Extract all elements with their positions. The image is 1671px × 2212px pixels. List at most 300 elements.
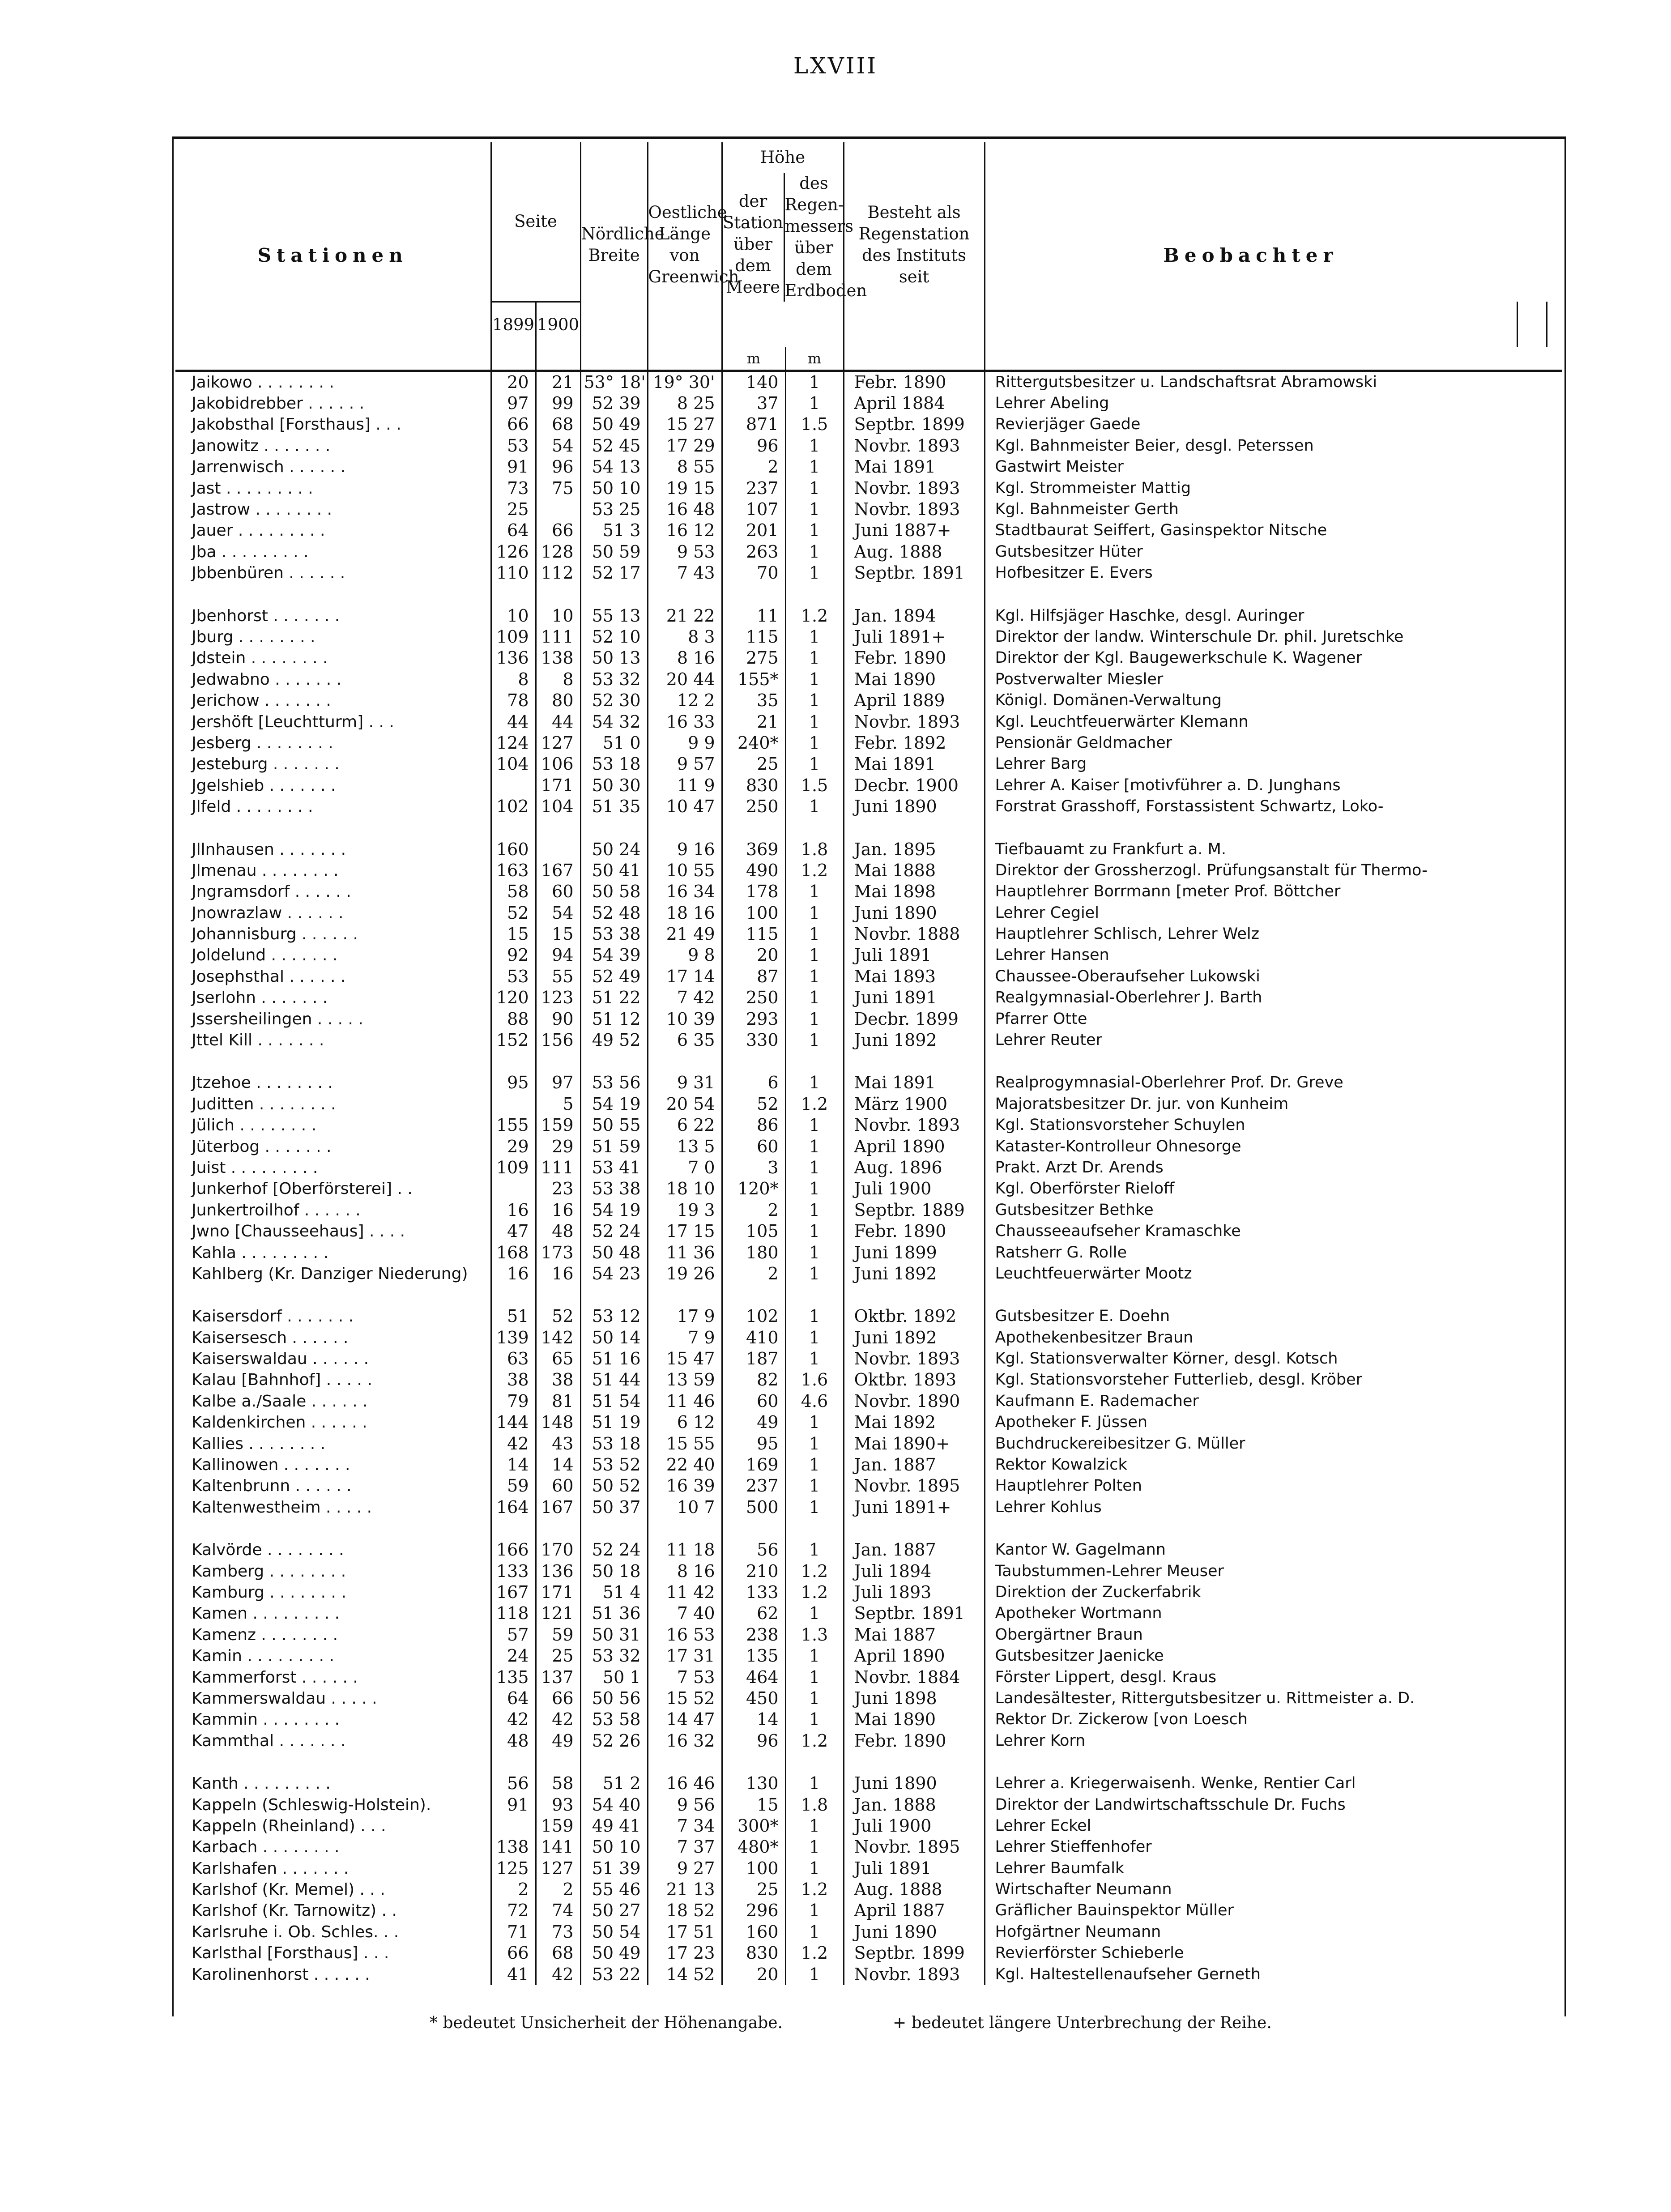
table-row	[175, 924, 1562, 945]
beobachter: Königl. Domänen-Verwaltung	[985, 690, 1517, 711]
station-name: Jserlohn . . . . . . .	[192, 989, 328, 1007]
hoehe-station: 25	[722, 754, 785, 775]
hoehe-station: 15	[722, 1794, 785, 1815]
laenge: 14 47	[648, 1709, 722, 1730]
table-row	[175, 1709, 1562, 1730]
besteht-seit: Juni 1898	[844, 1688, 985, 1709]
seite-1900: 142	[536, 1327, 580, 1348]
besteht-seit: Juli 1893	[844, 1582, 985, 1603]
table-row	[175, 499, 1562, 520]
laenge: 18 10	[648, 1178, 722, 1199]
hoehe-station: 250	[722, 796, 785, 817]
laenge: 18 52	[648, 1900, 722, 1921]
breite: 50 52	[580, 1475, 648, 1496]
seite-1900: 159	[536, 1816, 580, 1837]
beobachter: Kgl. Bahnmeister Beier, desgl. Peterssen	[985, 435, 1517, 456]
seite-1899: 29	[491, 1136, 536, 1157]
beobachter: Kgl. Stationsvorsteher Schuylen	[985, 1115, 1517, 1136]
hoehe-station: 201	[722, 520, 785, 541]
breite: 52 24	[580, 1221, 648, 1242]
beobachter: Lehrer Baumfalk	[985, 1858, 1517, 1879]
hoehe-regenmesser: 1	[785, 966, 844, 987]
seite-1899: 144	[491, 1412, 536, 1433]
seite-1900: 68	[536, 414, 580, 435]
besteht-seit: Aug. 1896	[844, 1157, 985, 1178]
table-row	[175, 541, 1562, 563]
laenge: 10 7	[648, 1497, 722, 1518]
hoehe-station: 240*	[722, 733, 785, 754]
hoehe-station: 70	[722, 563, 785, 584]
besteht-seit: Juli 1900	[844, 1178, 985, 1199]
besteht-seit: Novbr. 1890	[844, 1391, 985, 1412]
besteht-seit: April 1887	[844, 1900, 985, 1921]
station-name: Karlsruhe i. Ob. Schles. . .	[192, 1922, 399, 1941]
hoehe-station: 20	[722, 1964, 785, 1985]
hoehe-regenmesser: 1	[785, 711, 844, 732]
beobachter: Forstrat Grasshoff, Forstassistent Schwartz, Loko-	[985, 796, 1517, 817]
seite-1899: 15	[491, 924, 536, 945]
hoehe-regenmesser: 1.6	[785, 1369, 844, 1390]
laenge: 17 51	[648, 1922, 722, 1943]
laenge: 9 53	[648, 541, 722, 563]
seite-1900: 73	[536, 1922, 580, 1943]
beobachter: Tiefbauamt zu Frankfurt a. M.	[985, 839, 1517, 860]
beobachter: Direktor der landw. Winterschule Dr. phil. Juretschke	[985, 627, 1517, 648]
seite-1900: 93	[536, 1794, 580, 1815]
station-name: Jershöft [Leuchtturm] . . .	[192, 712, 394, 731]
seite-1900: 60	[536, 881, 580, 902]
seite-1899: 14	[491, 1454, 536, 1475]
laenge: 9 16	[648, 839, 722, 860]
hoehe-station: 275	[722, 648, 785, 669]
breite: 51 4	[580, 1582, 648, 1603]
station-name: Jauer . . . . . . . . .	[192, 521, 325, 540]
hoehe-station: 160	[722, 1922, 785, 1943]
laenge: 21 22	[648, 605, 722, 626]
besteht-seit: Jan. 1888	[844, 1794, 985, 1815]
station-name: Kaisersesch . . . . . .	[192, 1328, 349, 1347]
beobachter: Leuchtfeuerwärter Mootz	[985, 1263, 1517, 1284]
seite-1900: 74	[536, 1900, 580, 1921]
besteht-seit: Febr. 1892	[844, 733, 985, 754]
table-row	[175, 393, 1562, 414]
hoehe-station: 480*	[722, 1837, 785, 1858]
seite-1900: 58	[536, 1773, 580, 1794]
hoehe-regenmesser: 1	[785, 1263, 844, 1284]
hoehe-regenmesser: 1	[785, 1327, 844, 1348]
breite: 51 16	[580, 1348, 648, 1369]
station-name: Kaltenbrunn . . . . . .	[192, 1477, 352, 1496]
laenge: 11 18	[648, 1539, 722, 1560]
beobachter: Pfarrer Otte	[985, 1008, 1517, 1029]
breite: 51 39	[580, 1858, 648, 1879]
table-row	[175, 775, 1562, 796]
beobachter: Direktor der Grossherzogl. Prüfungsanstalt für Thermo-	[985, 860, 1517, 881]
group-gap	[175, 1284, 1562, 1306]
seite-1899: 125	[491, 1858, 536, 1879]
hoehe-regenmesser: 1.2	[785, 605, 844, 626]
hoehe-station: 86	[722, 1115, 785, 1136]
seite-1900	[536, 839, 580, 860]
table-row	[175, 1242, 1562, 1263]
seite-1900: 94	[536, 945, 580, 966]
besteht-seit: Novbr. 1893	[844, 1964, 985, 1985]
breite: 51 35	[580, 796, 648, 817]
breite: 50 18	[580, 1560, 648, 1581]
breite: 51 2	[580, 1773, 648, 1794]
station-name: Jarrenwisch . . . . . .	[192, 458, 345, 477]
hoehe-station: 450	[722, 1688, 785, 1709]
table-row	[175, 987, 1562, 1008]
hoehe-regenmesser: 1.8	[785, 1794, 844, 1815]
table-row	[175, 563, 1562, 584]
station-name: Kamburg . . . . . . . .	[192, 1583, 346, 1602]
seite-1899: 91	[491, 1794, 536, 1815]
besteht-seit: Mai 1891	[844, 754, 985, 775]
table-row	[175, 1475, 1562, 1496]
seite-1900: 10	[536, 605, 580, 626]
table-row	[175, 1794, 1562, 1815]
hoehe-regenmesser: 1	[785, 456, 844, 477]
table-row	[175, 1730, 1562, 1752]
seite-1900: 29	[536, 1136, 580, 1157]
laenge: 16 48	[648, 499, 722, 520]
laenge: 11 42	[648, 1582, 722, 1603]
breite: 52 39	[580, 393, 648, 414]
beobachter: Prakt. Arzt Dr. Arends	[985, 1157, 1517, 1178]
seite-1899: 109	[491, 627, 536, 648]
seite-1899: 152	[491, 1030, 536, 1051]
seite-1900: 15	[536, 924, 580, 945]
laenge: 19° 30'	[648, 371, 722, 393]
breite: 50 56	[580, 1688, 648, 1709]
station-name: Jbenhorst . . . . . . .	[192, 606, 340, 625]
beobachter: Kgl. Haltestellenaufseher Gerneth	[985, 1964, 1517, 1985]
table-row	[175, 1837, 1562, 1858]
laenge: 14 52	[648, 1964, 722, 1985]
beobachter: Lehrer Abeling	[985, 393, 1517, 414]
seite-1900: 2	[536, 1879, 580, 1900]
beobachter: Ratsherr G. Rolle	[985, 1242, 1517, 1263]
seite-1899: 72	[491, 1900, 536, 1921]
breite: 52 24	[580, 1539, 648, 1560]
station-name: Jerichow . . . . . . .	[192, 691, 331, 710]
hoehe-regenmesser: 1.5	[785, 414, 844, 435]
seite-1899: 88	[491, 1008, 536, 1029]
besteht-seit: Juni 1891+	[844, 1497, 985, 1518]
station-name: Junkerhof [Oberförsterei] . .	[192, 1180, 413, 1198]
station-name: Jdstein . . . . . . . .	[192, 649, 328, 668]
beobachter: Realgymnasial-Oberlehrer J. Barth	[985, 987, 1517, 1008]
seite-1900: 42	[536, 1709, 580, 1730]
laenge: 10 55	[648, 860, 722, 881]
hoehe-regenmesser: 1	[785, 987, 844, 1008]
table-row	[175, 945, 1562, 966]
footnote-plus: + bedeutet längere Unterbrechung der Reihe.	[893, 2014, 1272, 2032]
hoehe-station: 52	[722, 1094, 785, 1115]
hoehe-station: 96	[722, 435, 785, 456]
seite-1899: 97	[491, 393, 536, 414]
hoehe-regenmesser: 1	[785, 1008, 844, 1029]
hoehe-regenmesser: 1	[785, 1306, 844, 1327]
beobachter: Realprogymnasial-Oberlehrer Prof. Dr. Greve	[985, 1072, 1517, 1093]
besteht-seit: Novbr. 1893	[844, 477, 985, 499]
laenge: 9 27	[648, 1858, 722, 1879]
breite: 52 49	[580, 966, 648, 987]
seite-1899: 24	[491, 1645, 536, 1666]
seite-1899: 135	[491, 1666, 536, 1688]
station-name: Kaiserswaldau . . . . . .	[192, 1350, 369, 1368]
hoehe-station: 60	[722, 1136, 785, 1157]
besteht-seit: Novbr. 1893	[844, 1115, 985, 1136]
breite: 51 19	[580, 1412, 648, 1433]
breite: 52 17	[580, 563, 648, 584]
table-row	[175, 371, 1562, 393]
table-row	[175, 1136, 1562, 1157]
laenge: 22 40	[648, 1454, 722, 1475]
header-besteht: Besteht als Regenstation des Instituts seit	[844, 142, 985, 347]
hoehe-regenmesser: 1	[785, 1072, 844, 1093]
table-row	[175, 605, 1562, 626]
hoehe-station: 20	[722, 945, 785, 966]
seite-1899: 64	[491, 1688, 536, 1709]
hoehe-station: 250	[722, 987, 785, 1008]
hoehe-regenmesser: 1	[785, 435, 844, 456]
seite-1899: 41	[491, 1964, 536, 1985]
hoehe-station: 2	[722, 456, 785, 477]
hoehe-regenmesser: 1	[785, 1115, 844, 1136]
breite: 51 54	[580, 1391, 648, 1412]
hoehe-station: 187	[722, 1348, 785, 1369]
seite-1899: 126	[491, 541, 536, 563]
seite-1899: 48	[491, 1730, 536, 1752]
station-name: Kaisersdorf . . . . . . .	[192, 1307, 354, 1326]
laenge: 11 46	[648, 1391, 722, 1412]
table-row	[175, 1115, 1562, 1136]
seite-1900: 112	[536, 563, 580, 584]
beobachter: Chaussee-Oberaufseher Lukowski	[985, 966, 1517, 987]
station-name: Jssersheilingen . . . . .	[192, 1010, 363, 1028]
besteht-seit: Juni 1890	[844, 1773, 985, 1794]
seite-1899: 10	[491, 605, 536, 626]
seite-1899: 8	[491, 669, 536, 690]
seite-1899: 64	[491, 520, 536, 541]
besteht-seit: Decbr. 1899	[844, 1008, 985, 1029]
beobachter: Apothekenbesitzer Braun	[985, 1327, 1517, 1348]
hoehe-station: 871	[722, 414, 785, 435]
seite-1900: 5	[536, 1094, 580, 1115]
besteht-seit: Novbr. 1893	[844, 1348, 985, 1369]
seite-1900: 42	[536, 1964, 580, 1985]
hoehe-regenmesser: 1	[785, 1858, 844, 1879]
hoehe-regenmesser: 1.2	[785, 1094, 844, 1115]
seite-1899: 79	[491, 1391, 536, 1412]
hoehe-regenmesser: 1	[785, 563, 844, 584]
laenge: 6 12	[648, 1412, 722, 1433]
station-name: Kallies . . . . . . . .	[192, 1434, 326, 1453]
breite: 50 10	[580, 1837, 648, 1858]
besteht-seit: Septbr. 1891	[844, 1603, 985, 1624]
seite-1900: 106	[536, 754, 580, 775]
laenge: 13 5	[648, 1136, 722, 1157]
seite-1899: 118	[491, 1603, 536, 1624]
table-row	[175, 435, 1562, 456]
header-hoehe-label: Höhe	[760, 148, 806, 167]
seite-1900: 60	[536, 1475, 580, 1496]
table-row	[175, 627, 1562, 648]
station-name: Jtzehoe . . . . . . . .	[192, 1074, 333, 1092]
seite-1899	[491, 775, 536, 796]
seite-1900: 25	[536, 1645, 580, 1666]
group-gap	[175, 1051, 1562, 1072]
station-name: Kamberg . . . . . . . .	[192, 1562, 346, 1581]
besteht-seit: Aug. 1888	[844, 1879, 985, 1900]
hoehe-station: 133	[722, 1582, 785, 1603]
station-name: Jlmenau . . . . . . . .	[192, 861, 339, 880]
station-name: Juist . . . . . . . . .	[192, 1158, 318, 1177]
hoehe-station: 238	[722, 1624, 785, 1645]
hoehe-regenmesser: 1.5	[785, 775, 844, 796]
breite: 50 30	[580, 775, 648, 796]
seite-1899: 168	[491, 1242, 536, 1263]
laenge: 8 3	[648, 627, 722, 648]
laenge: 9 31	[648, 1072, 722, 1093]
hoehe-regenmesser: 1	[785, 1922, 844, 1943]
table-row	[175, 1497, 1562, 1518]
seite-1900: 127	[536, 1858, 580, 1879]
seite-1900: 173	[536, 1242, 580, 1263]
seite-1900: 55	[536, 966, 580, 987]
hoehe-station: 490	[722, 860, 785, 881]
table-row	[175, 1433, 1562, 1454]
seite-1900: 38	[536, 1369, 580, 1390]
table-row	[175, 1200, 1562, 1221]
beobachter: Landesältester, Rittergutsbesitzer u. Rittmeister a. D.	[985, 1688, 1517, 1709]
beobachter: Lehrer a. Kriegerwaisenh. Wenke, Rentier Carl	[985, 1773, 1517, 1794]
seite-1900: 111	[536, 627, 580, 648]
beobachter: Kgl. Strommeister Mattig	[985, 477, 1517, 499]
hoehe-regenmesser: 1	[785, 1412, 844, 1433]
beobachter: Lehrer Korn	[985, 1730, 1517, 1752]
beobachter: Apotheker F. Jüssen	[985, 1412, 1517, 1433]
beobachter: Obergärtner Braun	[985, 1624, 1517, 1645]
hoehe-station: 330	[722, 1030, 785, 1051]
besteht-seit: Mai 1890+	[844, 1433, 985, 1454]
station-name: Kappeln (Rheinland) . . .	[192, 1816, 386, 1835]
seite-1900: 80	[536, 690, 580, 711]
beobachter: Wirtschafter Neumann	[985, 1879, 1517, 1900]
seite-1900: 75	[536, 477, 580, 499]
breite: 50 54	[580, 1922, 648, 1943]
station-name: Kappeln (Schleswig-Holstein).	[192, 1795, 431, 1814]
seite-1899: 66	[491, 414, 536, 435]
hoehe-regenmesser: 1	[785, 371, 844, 393]
station-name: Jesberg . . . . . . . .	[192, 733, 333, 752]
beobachter: Kgl. Stationsvorsteher Futterlieb, desgl. Kröber	[985, 1369, 1517, 1390]
laenge: 16 33	[648, 711, 722, 732]
breite: 49 52	[580, 1030, 648, 1051]
laenge: 18 16	[648, 902, 722, 923]
besteht-seit: Jan. 1895	[844, 839, 985, 860]
station-name: Jast . . . . . . . . .	[192, 479, 313, 498]
hoehe-station: 180	[722, 1242, 785, 1263]
table-row	[175, 796, 1562, 817]
breite: 53 25	[580, 499, 648, 520]
group-gap	[175, 584, 1562, 605]
breite: 53 52	[580, 1454, 648, 1475]
seite-1900: 66	[536, 1688, 580, 1709]
besteht-seit: Oktbr. 1893	[844, 1369, 985, 1390]
breite: 51 36	[580, 1603, 648, 1624]
laenge: 7 0	[648, 1157, 722, 1178]
besteht-seit: April 1890	[844, 1645, 985, 1666]
hoehe-regenmesser: 1	[785, 1539, 844, 1560]
hoehe-station: 140	[722, 371, 785, 393]
laenge: 7 34	[648, 1816, 722, 1837]
station-name: Jastrow . . . . . . . .	[192, 500, 332, 519]
table-row	[175, 414, 1562, 435]
hoehe-regenmesser: 1	[785, 1157, 844, 1178]
seite-1899: 166	[491, 1539, 536, 1560]
laenge: 17 14	[648, 966, 722, 987]
table-row	[175, 1900, 1562, 1921]
beobachter: Förster Lippert, desgl. Kraus	[985, 1666, 1517, 1688]
beobachter: Stadtbaurat Seiffert, Gasinspektor Nitsche	[985, 520, 1517, 541]
seite-1900: 81	[536, 1391, 580, 1412]
seite-1900: 97	[536, 1072, 580, 1093]
hoehe-station: 293	[722, 1008, 785, 1029]
seite-1899: 42	[491, 1709, 536, 1730]
hoehe-station: 500	[722, 1497, 785, 1518]
hoehe-station: 49	[722, 1412, 785, 1433]
table-row	[175, 1030, 1562, 1051]
hoehe-regenmesser: 1	[785, 1497, 844, 1518]
station-name: Karlshafen . . . . . . .	[192, 1859, 349, 1878]
table-row	[175, 1582, 1562, 1603]
seite-1899: 47	[491, 1221, 536, 1242]
beobachter: Pensionär Geldmacher	[985, 733, 1517, 754]
header-seite: Seite	[491, 142, 580, 302]
laenge: 9 9	[648, 733, 722, 754]
besteht-seit: Juni 1892	[844, 1030, 985, 1051]
beobachter: Taubstummen-Lehrer Meuser	[985, 1560, 1517, 1581]
laenge: 19 26	[648, 1263, 722, 1284]
hoehe-station: 210	[722, 1560, 785, 1581]
hoehe-regenmesser: 1	[785, 648, 844, 669]
hoehe-regenmesser: 1	[785, 1688, 844, 1709]
hoehe-regenmesser: 1	[785, 627, 844, 648]
station-name: Jbbenbüren . . . . . .	[192, 564, 345, 583]
hoehe-station: 300*	[722, 1816, 785, 1837]
hoehe-regenmesser: 1.2	[785, 860, 844, 881]
besteht-seit: Mai 1888	[844, 860, 985, 881]
station-name: Karbach . . . . . . . .	[192, 1838, 340, 1857]
header-seite-1900: 1900	[536, 302, 580, 347]
table-row	[175, 1816, 1562, 1837]
table-row	[175, 456, 1562, 477]
beobachter: Direktion der Zuckerfabrik	[985, 1582, 1517, 1603]
header-hoehe	[722, 142, 867, 302]
besteht-seit: Mai 1891	[844, 456, 985, 477]
hoehe-regenmesser: 1	[785, 1773, 844, 1794]
table-row	[175, 1221, 1562, 1242]
breite: 53 22	[580, 1964, 648, 1985]
breite: 55 46	[580, 1879, 648, 1900]
station-name: Karlsthal [Forsthaus] . . .	[192, 1944, 389, 1963]
laenge: 17 9	[648, 1306, 722, 1327]
seite-1900: 121	[536, 1603, 580, 1624]
hoehe-regenmesser: 1	[785, 690, 844, 711]
